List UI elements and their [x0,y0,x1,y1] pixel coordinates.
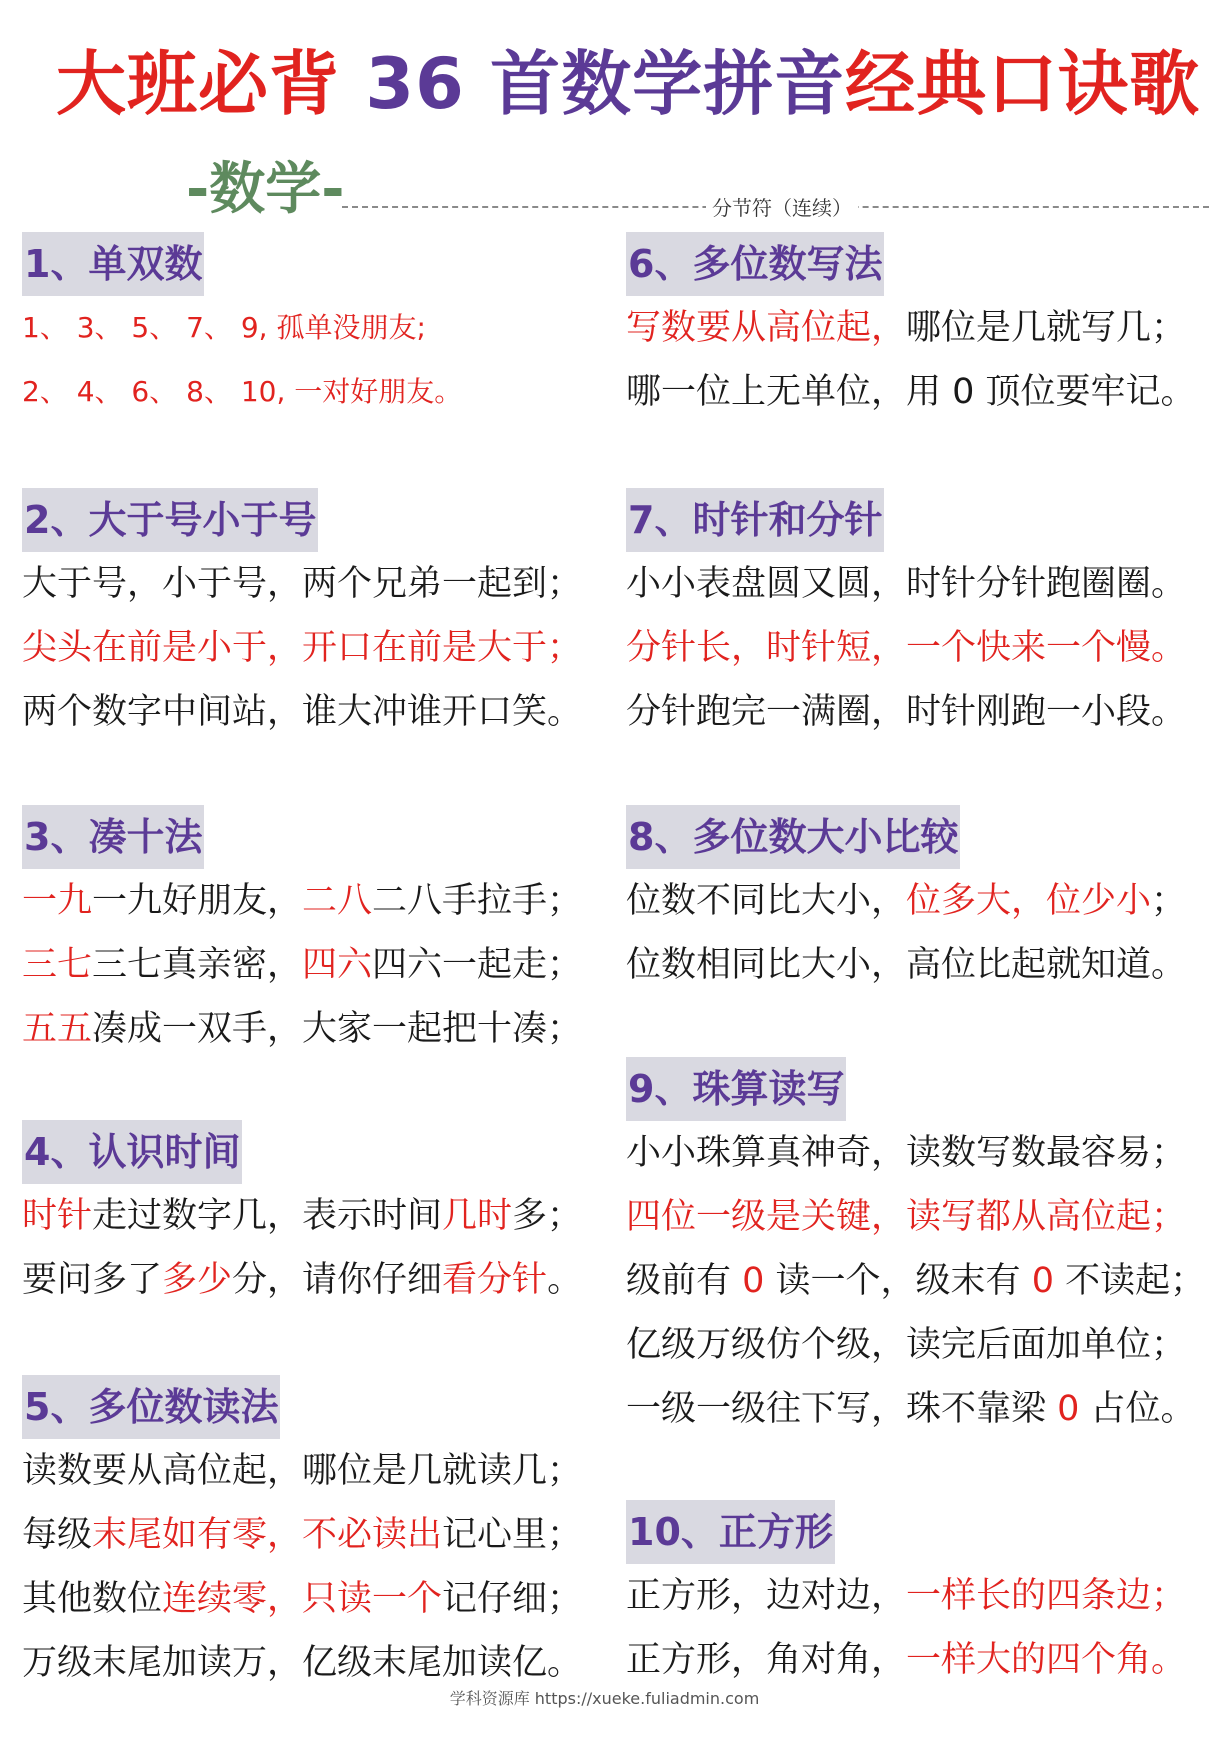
verse-line [626,1628,1186,1692]
verse-line [22,1184,582,1248]
verse-line [626,680,1186,744]
verse-line [22,680,582,744]
highlight-text: 0 [742,1261,765,1301]
highlight-text: 四六 [302,945,373,985]
highlight-text: 一样长的四条边； [906,1576,1187,1616]
verse-line [22,360,462,424]
section-heading: 1、单双数 [22,232,204,296]
verse-text: 正方形，边对边， [626,1576,907,1616]
title-part-2: 36 首数学拼音 [340,43,846,125]
highlight-text: 2、 4、 6、 8、 10, 一对好朋友。 [22,375,463,408]
verse-line [626,1121,1205,1185]
verse-line [626,360,1196,424]
verse-text: 分，请你仔细 [232,1260,443,1300]
highlight-text: 几时 [442,1196,513,1236]
title-part-3: 经典口诀歌 [845,43,1201,125]
verse-text: 亿级万级仿个级，读完后面加单位； [626,1325,1187,1365]
section-3 [22,805,582,1061]
verse-text: ； [1151,881,1187,921]
subject-label: -数学- [186,157,345,222]
highlight-text: 一样大的四个角。 [906,1640,1187,1680]
section-10 [626,1500,1186,1692]
highlight-text: 连续零，只读一个 [162,1579,443,1619]
page-title [56,34,1206,134]
verse-line [22,997,582,1061]
section-heading: 6、多位数写法 [626,232,884,296]
footer-watermark: 学科资源库 https://xueke.fuliadmin.com [449,1689,760,1708]
verse-text: 二八手拉手； [372,881,583,921]
verse-line [22,296,462,360]
verse-text: 其他数位 [22,1579,163,1619]
highlight-text: 分针长，时针短，一个快来一个慢。 [626,628,1187,668]
highlight-text: 五五 [22,1009,93,1049]
section-heading: 2、大于号小于号 [22,488,318,552]
verse-text: 不读起； [1053,1261,1206,1301]
verse-text: 小小表盘圆又圆，时针分针跑圈圈。 [626,564,1187,604]
verse-line [22,1503,582,1567]
verse-text: 级前有 [626,1261,743,1301]
highlight-text: 三七 [22,945,93,985]
verse-text: 记心里； [442,1515,583,1555]
highlight-text: 位多大，位少小 [906,881,1152,921]
verse-text: 位数不同比大小， [626,881,907,921]
verse-line [626,1185,1205,1249]
verse-line [626,1377,1205,1441]
verse-text: 记仔细； [442,1579,583,1619]
highlight-text: 0 [1057,1389,1080,1429]
highlight-text: 0 [1031,1261,1054,1301]
highlight-text: 多少 [162,1260,233,1300]
section-heading: 10、正方形 [626,1500,835,1564]
verse-text: 读数要从高位起，哪位是几就读几； [22,1451,583,1491]
highlight-text: 1、 3、 5、 7、 9, 孤单没朋友; [22,311,426,344]
highlight-text: 时针 [22,1196,93,1236]
verse-line [626,869,1186,933]
verse-line [626,1564,1186,1628]
verse-text: 一级一级往下写，珠不靠梁 [626,1389,1058,1429]
highlight-text: 尖头在前是小于，开口在前是大于； [22,628,583,668]
section-heading: 5、多位数读法 [22,1375,280,1439]
verse-text: 要问多了 [22,1260,163,1300]
section-heading: 7、时针和分针 [626,488,884,552]
section-heading: 8、多位数大小比较 [626,805,960,869]
verse-text: 三七真亲密， [92,945,303,985]
section-heading: 9、珠算读写 [626,1057,846,1121]
section-heading: 4、认识时间 [22,1120,242,1184]
verse-text: 凑成一双手，大家一起把十凑； [92,1009,583,1049]
verse-line [22,616,582,680]
divider-label: 分节符（连续） [706,192,858,221]
verse-line [22,1248,582,1312]
verse-text: 哪位是几就写几； [906,308,1187,348]
section-7 [626,488,1186,744]
verse-text: 大于号，小于号，两个兄弟一起到； [22,564,583,604]
section-2 [22,488,582,744]
verse-text: 哪一位上无单位，用 0 顶位要牢记。 [626,372,1196,412]
verse-line [626,1249,1205,1313]
verse-text: 四六一起走； [372,945,583,985]
verse-text: 一九好朋友， [92,881,303,921]
section-6 [626,232,1196,424]
verse-line [22,1439,582,1503]
verse-text: 万级末尾加读万，亿级末尾加读亿。 [22,1643,583,1683]
verse-line [626,296,1196,360]
section-1 [22,232,462,424]
highlight-text: 二八 [302,881,373,921]
verse-text: 正方形，角对角， [626,1640,907,1680]
highlight-text: 看分针 [442,1260,548,1300]
highlight-text: 写数要从高位起， [626,308,907,348]
highlight-text: 四位一级是关键，读写都从高位起； [626,1197,1187,1237]
section-9 [626,1057,1205,1441]
verse-text: 每级 [22,1515,93,1555]
verse-text: 位数相同比大小，高位比起就知道。 [626,945,1187,985]
highlight-text: 末尾如有零，不必读出 [92,1515,443,1555]
title-part-1: 大班必背 [56,43,340,125]
verse-text: 读一个，级末有 [764,1261,1032,1301]
verse-text: 走过数字几，表示时间 [92,1196,443,1236]
verse-text: 两个数字中间站，谁大冲谁开口笑。 [22,692,583,732]
verse-line [22,869,582,933]
verse-line [626,616,1186,680]
verse-line [626,1313,1205,1377]
verse-text: 多； [512,1196,583,1236]
verse-line [626,933,1186,997]
verse-text: 占位。 [1079,1389,1196,1429]
verse-line [22,933,582,997]
verse-line [22,552,582,616]
verse-line [626,552,1186,616]
highlight-text: 一九 [22,881,93,921]
section-5 [22,1375,582,1695]
section-heading: 3、凑十法 [22,805,204,869]
section-8 [626,805,1186,997]
section-4 [22,1120,582,1312]
verse-text: 分针跑完一满圈，时针刚跑一小段。 [626,692,1187,732]
verse-text: 。 [547,1260,583,1300]
verse-line [22,1567,582,1631]
verse-text: 小小珠算真神奇，读数写数最容易； [626,1133,1187,1173]
